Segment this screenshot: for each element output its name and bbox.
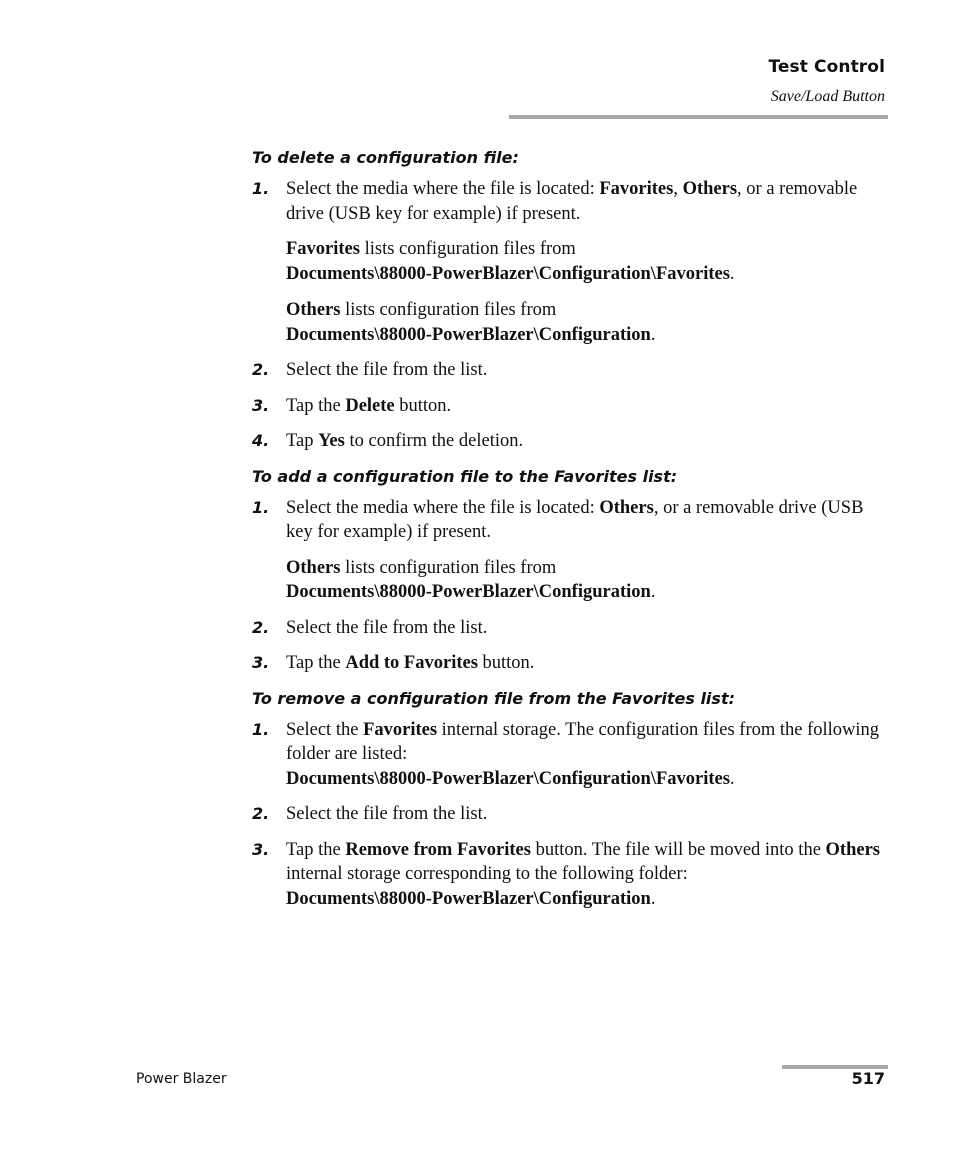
step-text: , or a removable drive (USB key for example) if present. [286, 179, 858, 224]
note-text: lists configuration files from [359, 239, 576, 259]
step-bold: Favorites [363, 719, 438, 740]
step-bold: Remove from Favorites [345, 839, 531, 860]
step-number: 3. [252, 653, 270, 672]
step-number: 2. [252, 804, 270, 823]
step-text: to confirm the deletion. [344, 431, 524, 451]
step-text: Tap the [286, 653, 346, 673]
step-text: , [673, 179, 683, 199]
step-text: Select the file from the list. [286, 360, 488, 380]
section-heading-remove: To remove a configuration file from the Favorites list: [252, 688, 735, 708]
step-bold: Others [682, 179, 738, 199]
step-text: button. [394, 395, 452, 416]
note-text: . [650, 582, 656, 602]
step-bold: Delete [345, 395, 395, 416]
page-number: 517 [851, 1069, 885, 1088]
step-text: internal storage corresponding to the following folder: [286, 864, 688, 884]
step-text: Tap the [286, 395, 346, 416]
step-bold: Favorites [599, 179, 674, 199]
step-number: 3. [252, 395, 270, 415]
step-item [252, 429, 892, 454]
step-text: button. The file will be moved into the [530, 839, 826, 860]
step-item [252, 177, 892, 226]
step-item [252, 718, 892, 792]
step-bold: Add to Favorites [345, 653, 478, 673]
note-text: lists configuration files from [340, 557, 557, 578]
note-text: . [650, 324, 656, 345]
step-bold: Yes [318, 431, 345, 451]
step-text: Select the file from the list. [286, 804, 488, 824]
step-item [252, 358, 892, 383]
step-text: . [729, 768, 735, 789]
step-text: internal storage. The configuration files from the following folder are listed: [286, 719, 880, 764]
note-bold: Others [286, 300, 341, 320]
step-item [252, 394, 892, 419]
step-text: button. [477, 653, 535, 673]
step-item [252, 616, 892, 641]
step-bold: Others [599, 497, 654, 518]
note-bold: Others [286, 557, 341, 578]
step-item [252, 496, 892, 545]
header-rule [509, 115, 888, 119]
folder-path: Documents\88000-PowerBlazer\Configuration [286, 324, 651, 345]
page-header-subtitle: Save/Load Button [770, 88, 885, 105]
step-note [252, 298, 892, 347]
page-header-title: Test Control [768, 57, 885, 77]
step-number: 2. [252, 617, 270, 637]
step-text: Tap the [286, 839, 346, 860]
section-heading-add: To add a configuration file to the Favorites list: [252, 466, 678, 486]
step-text: , or a removable drive (USB key for example) if present. [286, 497, 864, 542]
folder-path: Documents\88000-PowerBlazer\Configuration\Favorites [286, 263, 730, 284]
step-text: Select the media where the file is located: [286, 497, 600, 518]
step-item [252, 838, 892, 912]
step-text: Tap [286, 431, 319, 451]
step-number: 2. [252, 360, 270, 379]
step-number: 4. [252, 431, 270, 450]
step-number: 1. [252, 179, 270, 198]
step-number: 1. [252, 719, 270, 739]
step-item [252, 651, 892, 676]
folder-path: Documents\88000-PowerBlazer\Configuration\Favorites [286, 768, 730, 789]
step-text: Select the [286, 719, 364, 740]
page-content [252, 146, 892, 911]
step-note [252, 237, 892, 286]
step-number: 3. [252, 839, 270, 859]
step-text: Select the media where the file is located: [286, 179, 600, 199]
note-bold: Favorites [286, 239, 360, 259]
footer-product-name: Power Blazer [136, 1071, 227, 1087]
folder-path: Documents\88000-PowerBlazer\Configuration [286, 888, 651, 909]
note-text: lists configuration files from [340, 300, 557, 320]
folder-path: Documents\88000-PowerBlazer\Configuration [286, 582, 651, 602]
step-bold: Others [825, 839, 881, 860]
note-text: . [729, 263, 735, 284]
step-item [252, 802, 892, 827]
step-number: 1. [252, 497, 270, 517]
step-text: Select the file from the list. [286, 617, 488, 638]
step-note [252, 556, 892, 605]
section-heading-delete: To delete a configuration file: [252, 148, 519, 167]
step-text: . [650, 888, 656, 909]
